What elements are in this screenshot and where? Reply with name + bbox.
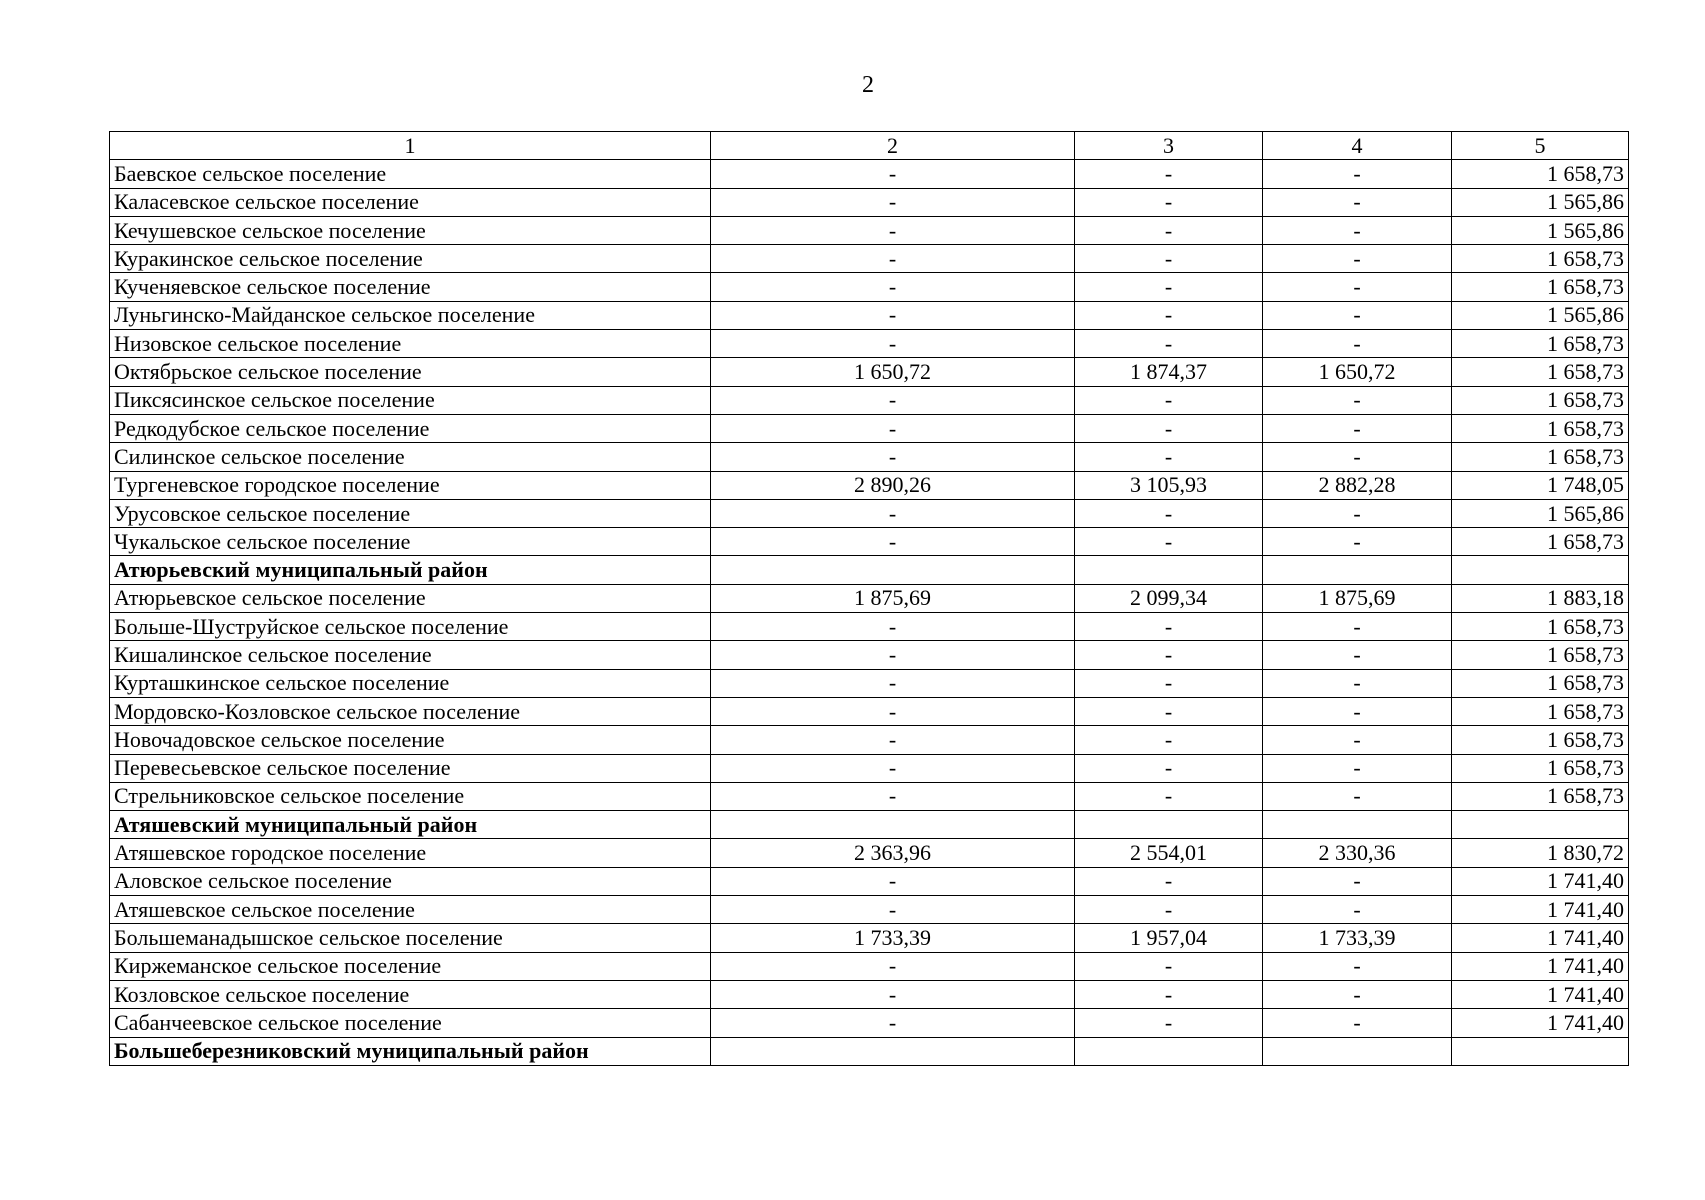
- value-col-2-cell: -: [711, 160, 1075, 188]
- value-col-5-cell: 1 741,40: [1452, 896, 1629, 924]
- value-col-3-cell: [1075, 556, 1263, 584]
- settlement-name-cell: Куракинское сельское поселение: [110, 245, 711, 273]
- settlement-name-cell: Чукальское сельское поселение: [110, 528, 711, 556]
- value-col-2-cell: -: [711, 245, 1075, 273]
- settlement-name-cell: Аловское сельское поселение: [110, 867, 711, 895]
- value-col-4-cell: -: [1263, 216, 1452, 244]
- value-col-5-cell: 1 741,40: [1452, 980, 1629, 1008]
- table-row: [110, 273, 1629, 301]
- value-col-5-cell: 1 658,73: [1452, 726, 1629, 754]
- value-col-4-cell: 2 882,28: [1263, 471, 1452, 499]
- table-row: [110, 414, 1629, 442]
- value-col-2-cell: -: [711, 1009, 1075, 1037]
- value-col-4-cell: -: [1263, 499, 1452, 527]
- value-col-3-cell: -: [1075, 528, 1263, 556]
- value-col-2-cell: 2 890,26: [711, 471, 1075, 499]
- table-row: [110, 584, 1629, 612]
- value-col-5-cell: 1 741,40: [1452, 867, 1629, 895]
- settlement-name-cell: Киржеманское сельское поселение: [110, 952, 711, 980]
- value-col-3-cell: -: [1075, 414, 1263, 442]
- value-col-5-cell: 1 565,86: [1452, 301, 1629, 329]
- value-col-3-cell: -: [1075, 1009, 1263, 1037]
- value-col-3-cell: -: [1075, 160, 1263, 188]
- settlement-name-cell: Кученяевское сельское поселение: [110, 273, 711, 301]
- value-col-4-cell: -: [1263, 160, 1452, 188]
- value-col-5-cell: 1 658,73: [1452, 245, 1629, 273]
- value-col-2-cell: 1 875,69: [711, 584, 1075, 612]
- value-col-3-cell: -: [1075, 952, 1263, 980]
- value-col-3-cell: [1075, 811, 1263, 839]
- value-col-4-cell: -: [1263, 980, 1452, 1008]
- table-row: [110, 697, 1629, 725]
- value-col-2-cell: -: [711, 188, 1075, 216]
- table-row: [110, 782, 1629, 810]
- table-row: [110, 669, 1629, 697]
- value-col-3-cell: -: [1075, 301, 1263, 329]
- value-col-3-cell: -: [1075, 499, 1263, 527]
- value-col-3-cell: -: [1075, 613, 1263, 641]
- value-col-2-cell: -: [711, 216, 1075, 244]
- settlement-name-cell: Большеманадышское сельское поселение: [110, 924, 711, 952]
- value-col-3-cell: 2 554,01: [1075, 839, 1263, 867]
- value-col-3-cell: -: [1075, 330, 1263, 358]
- value-col-2-cell: [711, 1037, 1075, 1065]
- value-col-5-cell: 1 741,40: [1452, 952, 1629, 980]
- value-col-4-cell: -: [1263, 386, 1452, 414]
- table-row: [110, 980, 1629, 1008]
- settlement-name-cell: Козловское сельское поселение: [110, 980, 711, 1008]
- table-row: [110, 641, 1629, 669]
- settlement-name-cell: Атюрьевское сельское поселение: [110, 584, 711, 612]
- value-col-3-cell: -: [1075, 896, 1263, 924]
- value-col-3-cell: 1 874,37: [1075, 358, 1263, 386]
- value-col-4-cell: -: [1263, 952, 1452, 980]
- table-row: [110, 188, 1629, 216]
- value-col-3-cell: -: [1075, 669, 1263, 697]
- table-row: [110, 301, 1629, 329]
- value-col-5-cell: 1 565,86: [1452, 499, 1629, 527]
- settlement-name-cell: Курташкинское сельское поселение: [110, 669, 711, 697]
- table-row: [110, 471, 1629, 499]
- table-row: [110, 613, 1629, 641]
- value-col-5-cell: 1 658,73: [1452, 160, 1629, 188]
- value-col-5-cell: 1 830,72: [1452, 839, 1629, 867]
- settlement-name-cell: Каласевское сельское поселение: [110, 188, 711, 216]
- value-col-4-cell: -: [1263, 330, 1452, 358]
- value-col-2-cell: -: [711, 980, 1075, 1008]
- table-row: [110, 358, 1629, 386]
- value-col-3-cell: -: [1075, 867, 1263, 895]
- value-col-4-cell: -: [1263, 697, 1452, 725]
- district-name-cell: Атюрьевский муниципальный район: [110, 556, 711, 584]
- value-col-2-cell: -: [711, 301, 1075, 329]
- value-col-3-cell: -: [1075, 216, 1263, 244]
- value-col-2-cell: [711, 556, 1075, 584]
- settlement-name-cell: Кишалинское сельское поселение: [110, 641, 711, 669]
- value-col-3-cell: -: [1075, 726, 1263, 754]
- value-col-2-cell: -: [711, 273, 1075, 301]
- value-col-5-cell: 1 565,86: [1452, 216, 1629, 244]
- table-row: [110, 330, 1629, 358]
- value-col-2-cell: -: [711, 330, 1075, 358]
- value-col-2-cell: 1 733,39: [711, 924, 1075, 952]
- column-header-5: 5: [1452, 132, 1629, 160]
- column-header-4: 4: [1263, 132, 1452, 160]
- value-col-3-cell: -: [1075, 386, 1263, 414]
- table-body: [110, 160, 1629, 1066]
- district-header-row: [110, 811, 1629, 839]
- value-col-5-cell: 1 658,73: [1452, 697, 1629, 725]
- settlement-name-cell: Низовское сельское поселение: [110, 330, 711, 358]
- settlement-name-cell: Мордовско-Козловское сельское поселение: [110, 697, 711, 725]
- value-col-2-cell: -: [711, 499, 1075, 527]
- settlement-name-cell: Луньгинско-Майданское сельское поселение: [110, 301, 711, 329]
- value-col-5-cell: 1 658,73: [1452, 273, 1629, 301]
- value-col-3-cell: -: [1075, 245, 1263, 273]
- value-col-3-cell: -: [1075, 697, 1263, 725]
- value-col-5-cell: 1 658,73: [1452, 669, 1629, 697]
- table-row: [110, 924, 1629, 952]
- table-row: [110, 867, 1629, 895]
- table-row: [110, 245, 1629, 273]
- value-col-3-cell: -: [1075, 443, 1263, 471]
- value-col-5-cell: 1 658,73: [1452, 782, 1629, 810]
- settlement-name-cell: Больше-Шуструйское сельское поселение: [110, 613, 711, 641]
- value-col-4-cell: -: [1263, 726, 1452, 754]
- column-header-1: 1: [110, 132, 711, 160]
- value-col-5-cell: 1 658,73: [1452, 528, 1629, 556]
- settlement-name-cell: Сабанчеевское сельское поселение: [110, 1009, 711, 1037]
- value-col-5-cell: 1 883,18: [1452, 584, 1629, 612]
- header-row: [110, 132, 1629, 160]
- settlement-name-cell: Атяшевское сельское поселение: [110, 896, 711, 924]
- district-name-cell: Атяшевский муниципальный район: [110, 811, 711, 839]
- value-col-4-cell: -: [1263, 245, 1452, 273]
- table-row: [110, 160, 1629, 188]
- value-col-4-cell: -: [1263, 896, 1452, 924]
- value-col-3-cell: -: [1075, 641, 1263, 669]
- table-row: [110, 528, 1629, 556]
- district-header-row: [110, 1037, 1629, 1065]
- settlement-name-cell: Октябрьское сельское поселение: [110, 358, 711, 386]
- value-col-5-cell: [1452, 1037, 1629, 1065]
- value-col-3-cell: -: [1075, 980, 1263, 1008]
- settlement-name-cell: Баевское сельское поселение: [110, 160, 711, 188]
- value-col-4-cell: -: [1263, 1009, 1452, 1037]
- value-col-4-cell: -: [1263, 301, 1452, 329]
- value-col-2-cell: -: [711, 443, 1075, 471]
- value-col-5-cell: [1452, 556, 1629, 584]
- table-row: [110, 952, 1629, 980]
- value-col-3-cell: -: [1075, 754, 1263, 782]
- value-col-4-cell: -: [1263, 188, 1452, 216]
- value-col-4-cell: [1263, 1037, 1452, 1065]
- value-col-2-cell: -: [711, 641, 1075, 669]
- table-row: [110, 499, 1629, 527]
- value-col-3-cell: -: [1075, 188, 1263, 216]
- value-col-2-cell: -: [711, 726, 1075, 754]
- value-col-5-cell: [1452, 811, 1629, 839]
- page-number: 2: [862, 72, 874, 98]
- column-header-3: 3: [1075, 132, 1263, 160]
- district-name-cell: Большеберезниковский муниципальный район: [110, 1037, 711, 1065]
- value-col-2-cell: -: [711, 669, 1075, 697]
- value-col-4-cell: [1263, 556, 1452, 584]
- value-col-2-cell: -: [711, 697, 1075, 725]
- value-col-5-cell: 1 658,73: [1452, 414, 1629, 442]
- value-col-2-cell: -: [711, 952, 1075, 980]
- value-col-3-cell: -: [1075, 782, 1263, 810]
- value-col-4-cell: 1 733,39: [1263, 924, 1452, 952]
- value-col-4-cell: -: [1263, 273, 1452, 301]
- value-col-5-cell: 1 658,73: [1452, 330, 1629, 358]
- value-col-4-cell: -: [1263, 669, 1452, 697]
- settlement-name-cell: Редкодубское сельское поселение: [110, 414, 711, 442]
- value-col-2-cell: -: [711, 867, 1075, 895]
- value-col-4-cell: 1 650,72: [1263, 358, 1452, 386]
- value-col-2-cell: 1 650,72: [711, 358, 1075, 386]
- settlement-name-cell: Тургеневское городское поселение: [110, 471, 711, 499]
- value-col-5-cell: 1 658,73: [1452, 443, 1629, 471]
- table-row: [110, 386, 1629, 414]
- value-col-4-cell: -: [1263, 754, 1452, 782]
- value-col-4-cell: -: [1263, 613, 1452, 641]
- value-col-3-cell: 2 099,34: [1075, 584, 1263, 612]
- settlement-name-cell: Перевесьевское сельское поселение: [110, 754, 711, 782]
- table-row: [110, 754, 1629, 782]
- value-col-5-cell: 1 658,73: [1452, 358, 1629, 386]
- value-col-2-cell: [711, 811, 1075, 839]
- value-col-2-cell: -: [711, 414, 1075, 442]
- column-header-2: 2: [711, 132, 1075, 160]
- value-col-2-cell: -: [711, 754, 1075, 782]
- table-row: [110, 216, 1629, 244]
- value-col-3-cell: 3 105,93: [1075, 471, 1263, 499]
- value-col-4-cell: -: [1263, 443, 1452, 471]
- value-col-5-cell: 1 658,73: [1452, 613, 1629, 641]
- table-row: [110, 1009, 1629, 1037]
- value-col-2-cell: -: [711, 386, 1075, 414]
- settlement-name-cell: Урусовское сельское поселение: [110, 499, 711, 527]
- table-row: [110, 726, 1629, 754]
- value-col-5-cell: 1 565,86: [1452, 188, 1629, 216]
- value-col-4-cell: [1263, 811, 1452, 839]
- settlement-name-cell: Силинское сельское поселение: [110, 443, 711, 471]
- settlement-name-cell: Кечушевское сельское поселение: [110, 216, 711, 244]
- value-col-2-cell: 2 363,96: [711, 839, 1075, 867]
- value-col-3-cell: -: [1075, 273, 1263, 301]
- value-col-4-cell: -: [1263, 528, 1452, 556]
- settlement-name-cell: Пиксясинское сельское поселение: [110, 386, 711, 414]
- value-col-5-cell: 1 658,73: [1452, 754, 1629, 782]
- table-row: [110, 839, 1629, 867]
- value-col-4-cell: 2 330,36: [1263, 839, 1452, 867]
- value-col-3-cell: 1 957,04: [1075, 924, 1263, 952]
- settlement-name-cell: Атяшевское городское поселение: [110, 839, 711, 867]
- table-row: [110, 896, 1629, 924]
- value-col-5-cell: 1 741,40: [1452, 1009, 1629, 1037]
- value-col-5-cell: 1 748,05: [1452, 471, 1629, 499]
- value-col-4-cell: -: [1263, 641, 1452, 669]
- data-table: [109, 131, 1629, 1066]
- value-col-5-cell: 1 658,73: [1452, 386, 1629, 414]
- value-col-5-cell: 1 741,40: [1452, 924, 1629, 952]
- value-col-4-cell: -: [1263, 782, 1452, 810]
- value-col-2-cell: -: [711, 782, 1075, 810]
- value-col-4-cell: 1 875,69: [1263, 584, 1452, 612]
- value-col-2-cell: -: [711, 896, 1075, 924]
- settlement-name-cell: Стрельниковское сельское поселение: [110, 782, 711, 810]
- value-col-4-cell: -: [1263, 414, 1452, 442]
- table-row: [110, 443, 1629, 471]
- value-col-2-cell: -: [711, 613, 1075, 641]
- value-col-2-cell: -: [711, 528, 1075, 556]
- value-col-3-cell: [1075, 1037, 1263, 1065]
- district-header-row: [110, 556, 1629, 584]
- settlement-name-cell: Новочадовское сельское поселение: [110, 726, 711, 754]
- value-col-4-cell: -: [1263, 867, 1452, 895]
- value-col-5-cell: 1 658,73: [1452, 641, 1629, 669]
